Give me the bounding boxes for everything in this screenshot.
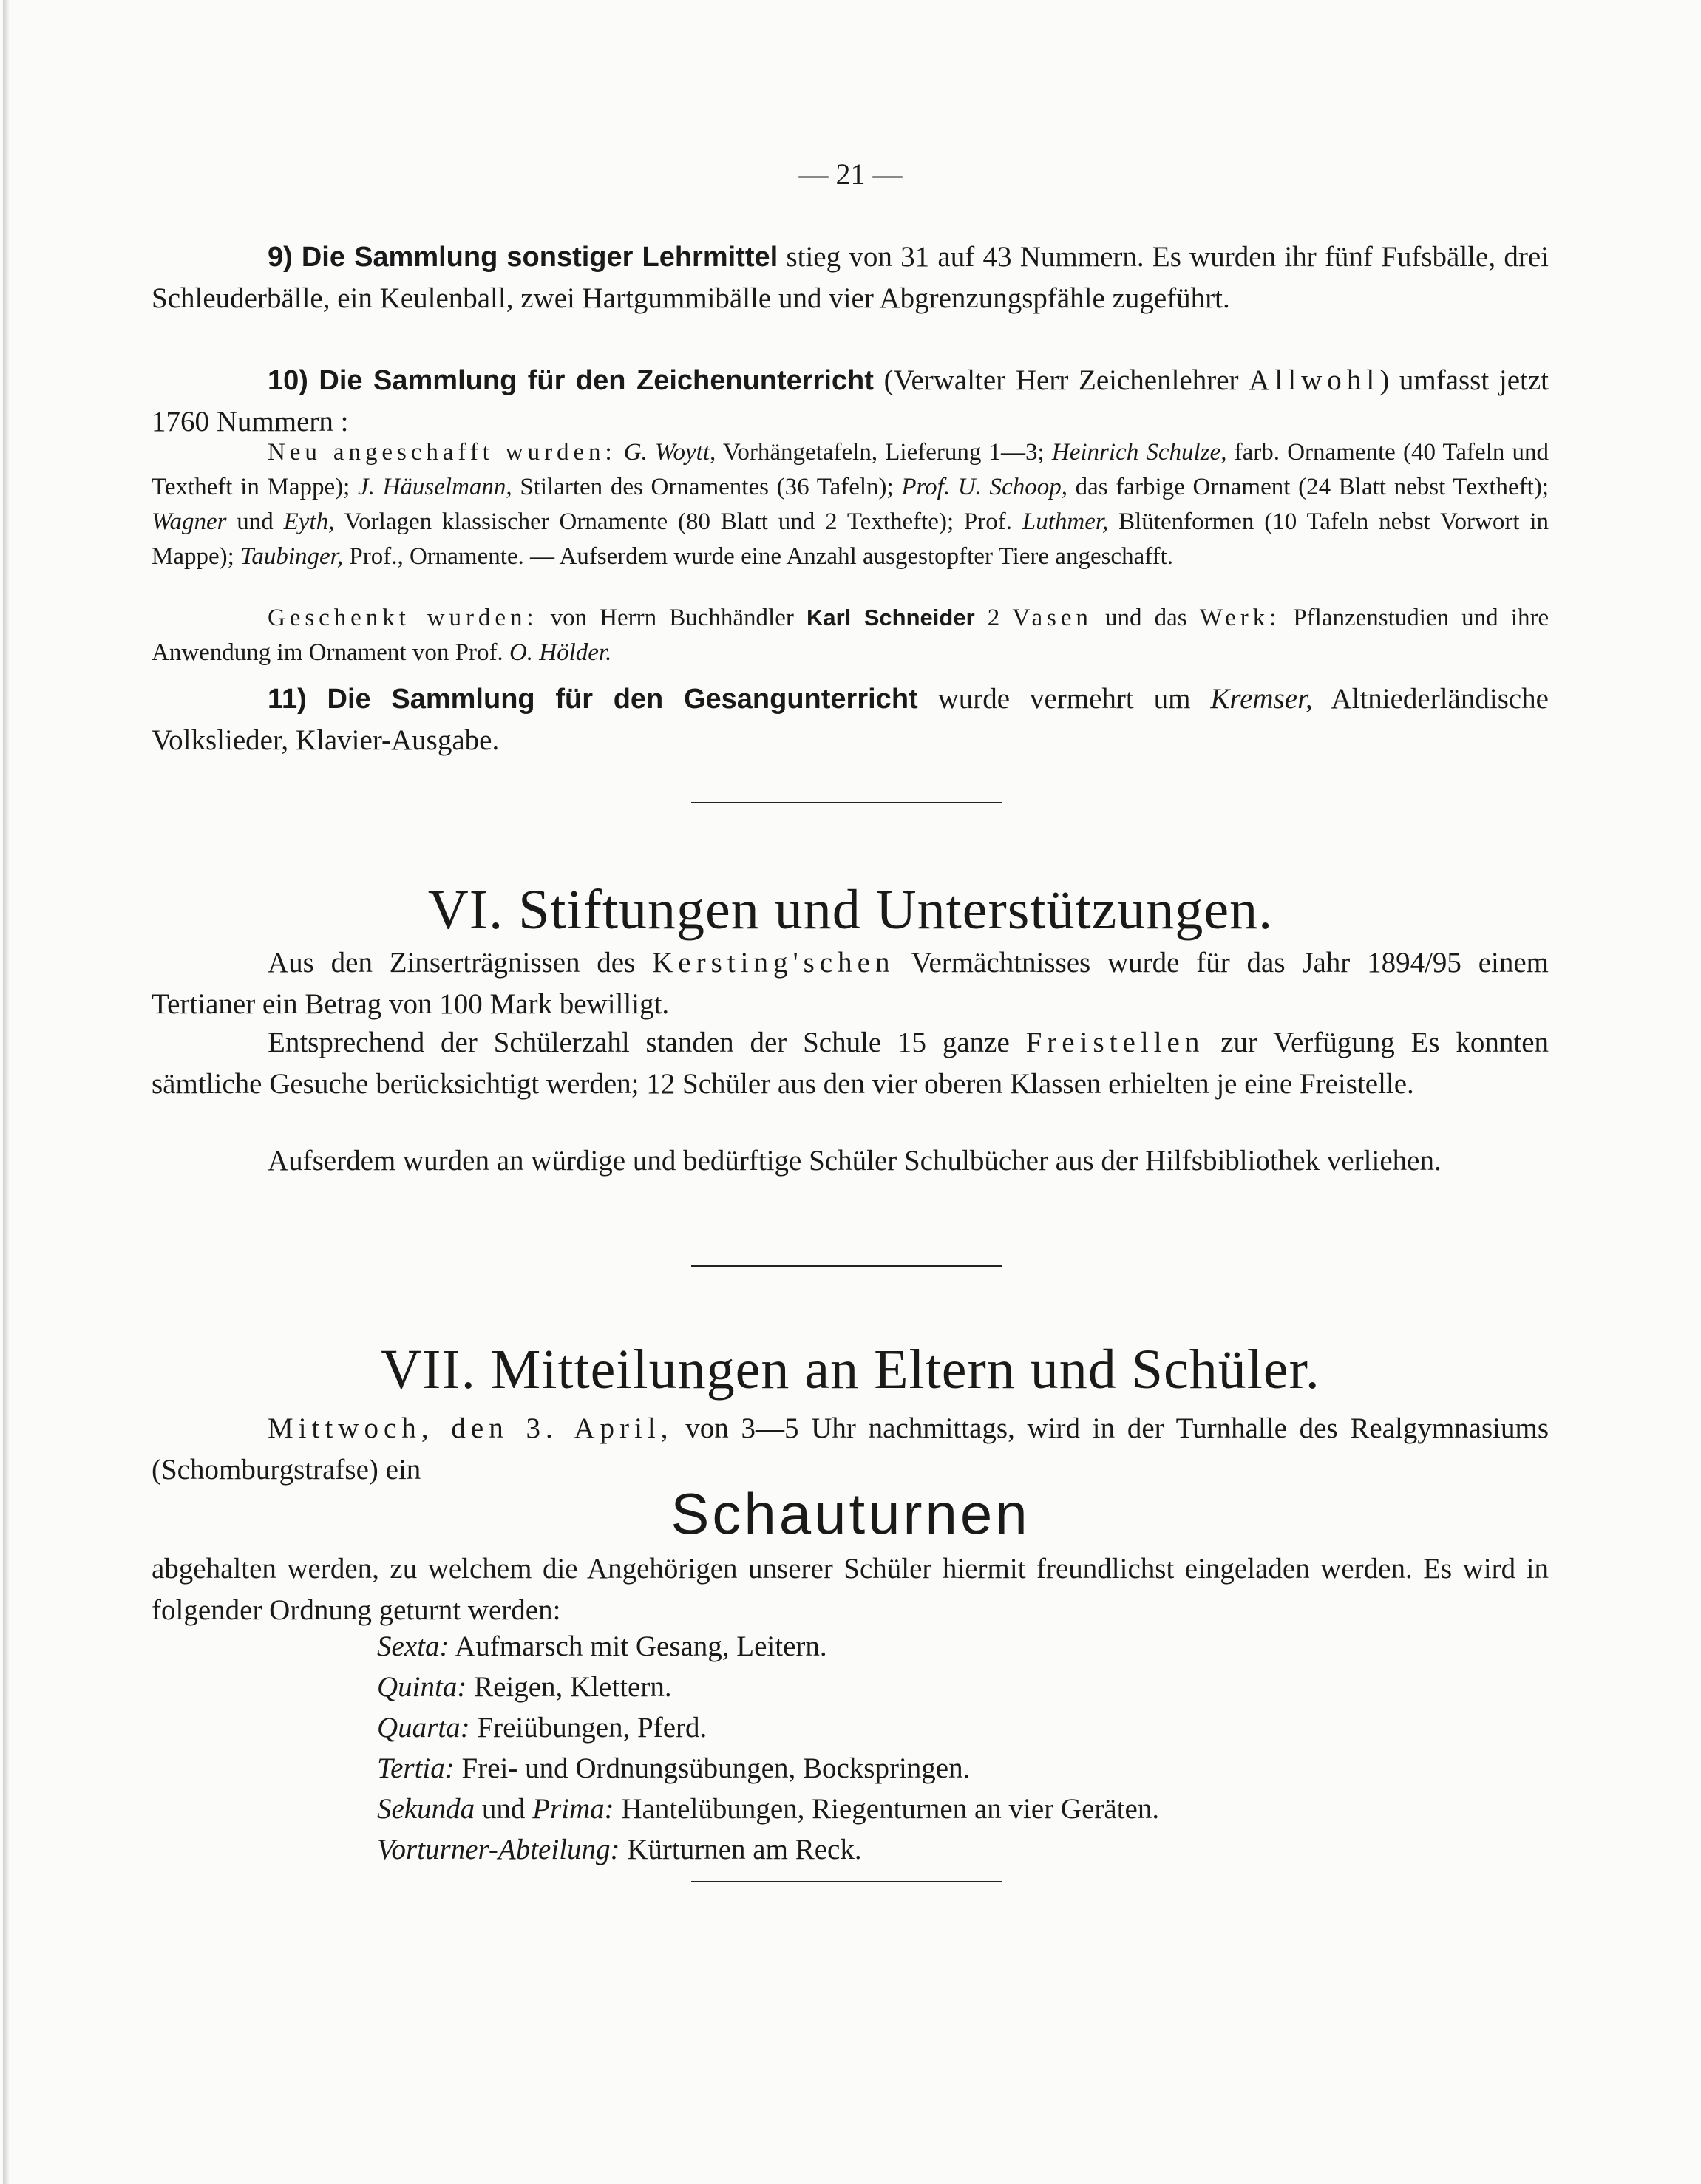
section-label-11: 11) Die Sammlung für den Gesangunterricht xyxy=(268,684,918,715)
section-label-10: 10) Die Sammlung für den Zeichenunterricht xyxy=(268,365,874,396)
list-item: Vorturner-Abteilung: Kürturnen am Reck. xyxy=(377,1834,862,1865)
donor-name: Karl Schneider xyxy=(806,605,975,630)
list-item: Quarta: Freiübungen, Pferd. xyxy=(377,1712,707,1744)
paragraph-9 xyxy=(152,237,1549,319)
paragraph-10: 10) Die Sammlung für den Zeichenunterricht (Verwalter Herr Zeichenlehrer Allwohl) umfasst jetzt 1760 Nummern : xyxy=(152,364,1549,438)
paragraph-schauturnen-intro: Mittwoch, den 3. April, von 3—5 Uhr nachmittags, wird in der Turnhalle des Realgymnasiums (Schomburgstrafse) ein xyxy=(152,1412,1549,1486)
section-heading-vi: VI. Stiftungen und Unterstützungen. xyxy=(427,879,1274,941)
paragraph-stiftung: Aus den Zinserträgnissen des Kersting'schen Vermächtnisses wurde für das Jahr 1894/95 einem Tertianer ein Betrag von 100 Mark bewilligt. xyxy=(152,947,1549,1020)
paragraph-hilfsbibliothek: Aufserdem wurden an würdige und bedürftige Schüler Schulbücher aus der Hilfsbibliothek verliehen. xyxy=(268,1145,1442,1177)
paragraph-9-text: stieg von 31 auf 43 Nummern. Es wurden ihr fünf Fufsbälle, drei Schleuderbälle, ein Keulenball, zwei Hartgummibälle und vier Abgrenzungspfähle zugeführt. xyxy=(152,241,1549,314)
curator-name: Allwohl xyxy=(1249,364,1380,396)
paragraph-einladung: abgehalten werden, zu welchem die Angehörigen unserer Schüler hiermit freundlichst eingeladen werden. Es wird in folgender Ordnung geturnt werden: xyxy=(152,1553,1549,1626)
list-item: Tertia: Frei- und Ordnungsübungen, Bockspringen. xyxy=(377,1752,971,1784)
section-label-9: 9) Die Sammlung sonstiger Lehrmittel xyxy=(268,242,778,273)
paragraph-geschenkt: Geschenkt wurden: von Herrn Buchhändler Karl Schneider 2 Vasen und das Werk: Pflanzenstudien und ihre Anwendung im Ornament von Prof. O. Hölder. xyxy=(152,605,1549,666)
section-heading-vii: VII. Mitteilungen an Eltern und Schüler. xyxy=(381,1338,1320,1401)
list-item: Quinta: Reigen, Klettern. xyxy=(377,1671,672,1703)
divider-rule-3 xyxy=(691,1881,1002,1882)
paragraph-freistellen: Entsprechend der Schülerzahl standen der Schule 15 ganze Freistellen zur Verfügung Es konnten sämtliche Gesuche berücksichtigt werden; 12 Schüler aus den vier oberen Klassen erhielten je eine Freistelle. xyxy=(152,1027,1549,1100)
page-number: — 21 — xyxy=(798,157,903,191)
paragraph-neu-angeschafft: Neu angeschafft wurden: G. Woytt, Vorhängetafeln, Lieferung 1—3; Heinrich Schulze, farb. Ornamente (40 Tafeln und Textheft in Mappe); J. Häuselmann, Stilarten des Ornamentes (36 Tafeln); Prof. U. Schoop, das farbige Ornament (24 Blatt nebst Textheft); Wagner und Eyth, Vorlagen klassischer Ornamente (80 Blatt und 2 Texthefte); Prof. Luthmer, Blütenformen (10 Tafeln nebst Vorwort in Mappe); Taubinger, Prof., Ornamente. — Aufserdem wurde eine Anzahl ausgestopfter Tiere angeschafft. xyxy=(152,439,1549,570)
paragraph-11: 11) Die Sammlung für den Gesangunterricht wurde vermehrt um Kremser, Altniederländische Volkslieder, Klavier-Ausgabe. xyxy=(152,683,1549,756)
list-item: Sekunda und Prima: Hantelübungen, Riegenturnen an vier Geräten. xyxy=(377,1793,1160,1825)
list-item: Sexta: Aufmarsch mit Gesang, Leitern. xyxy=(377,1630,827,1662)
exercise-order-list xyxy=(377,1626,1560,1870)
kersting-name: Kersting'schen xyxy=(652,947,895,979)
schauturnen-title: Schauturnen xyxy=(670,1481,1031,1546)
divider-rule-2 xyxy=(691,1265,1002,1267)
divider-rule xyxy=(691,802,1002,803)
